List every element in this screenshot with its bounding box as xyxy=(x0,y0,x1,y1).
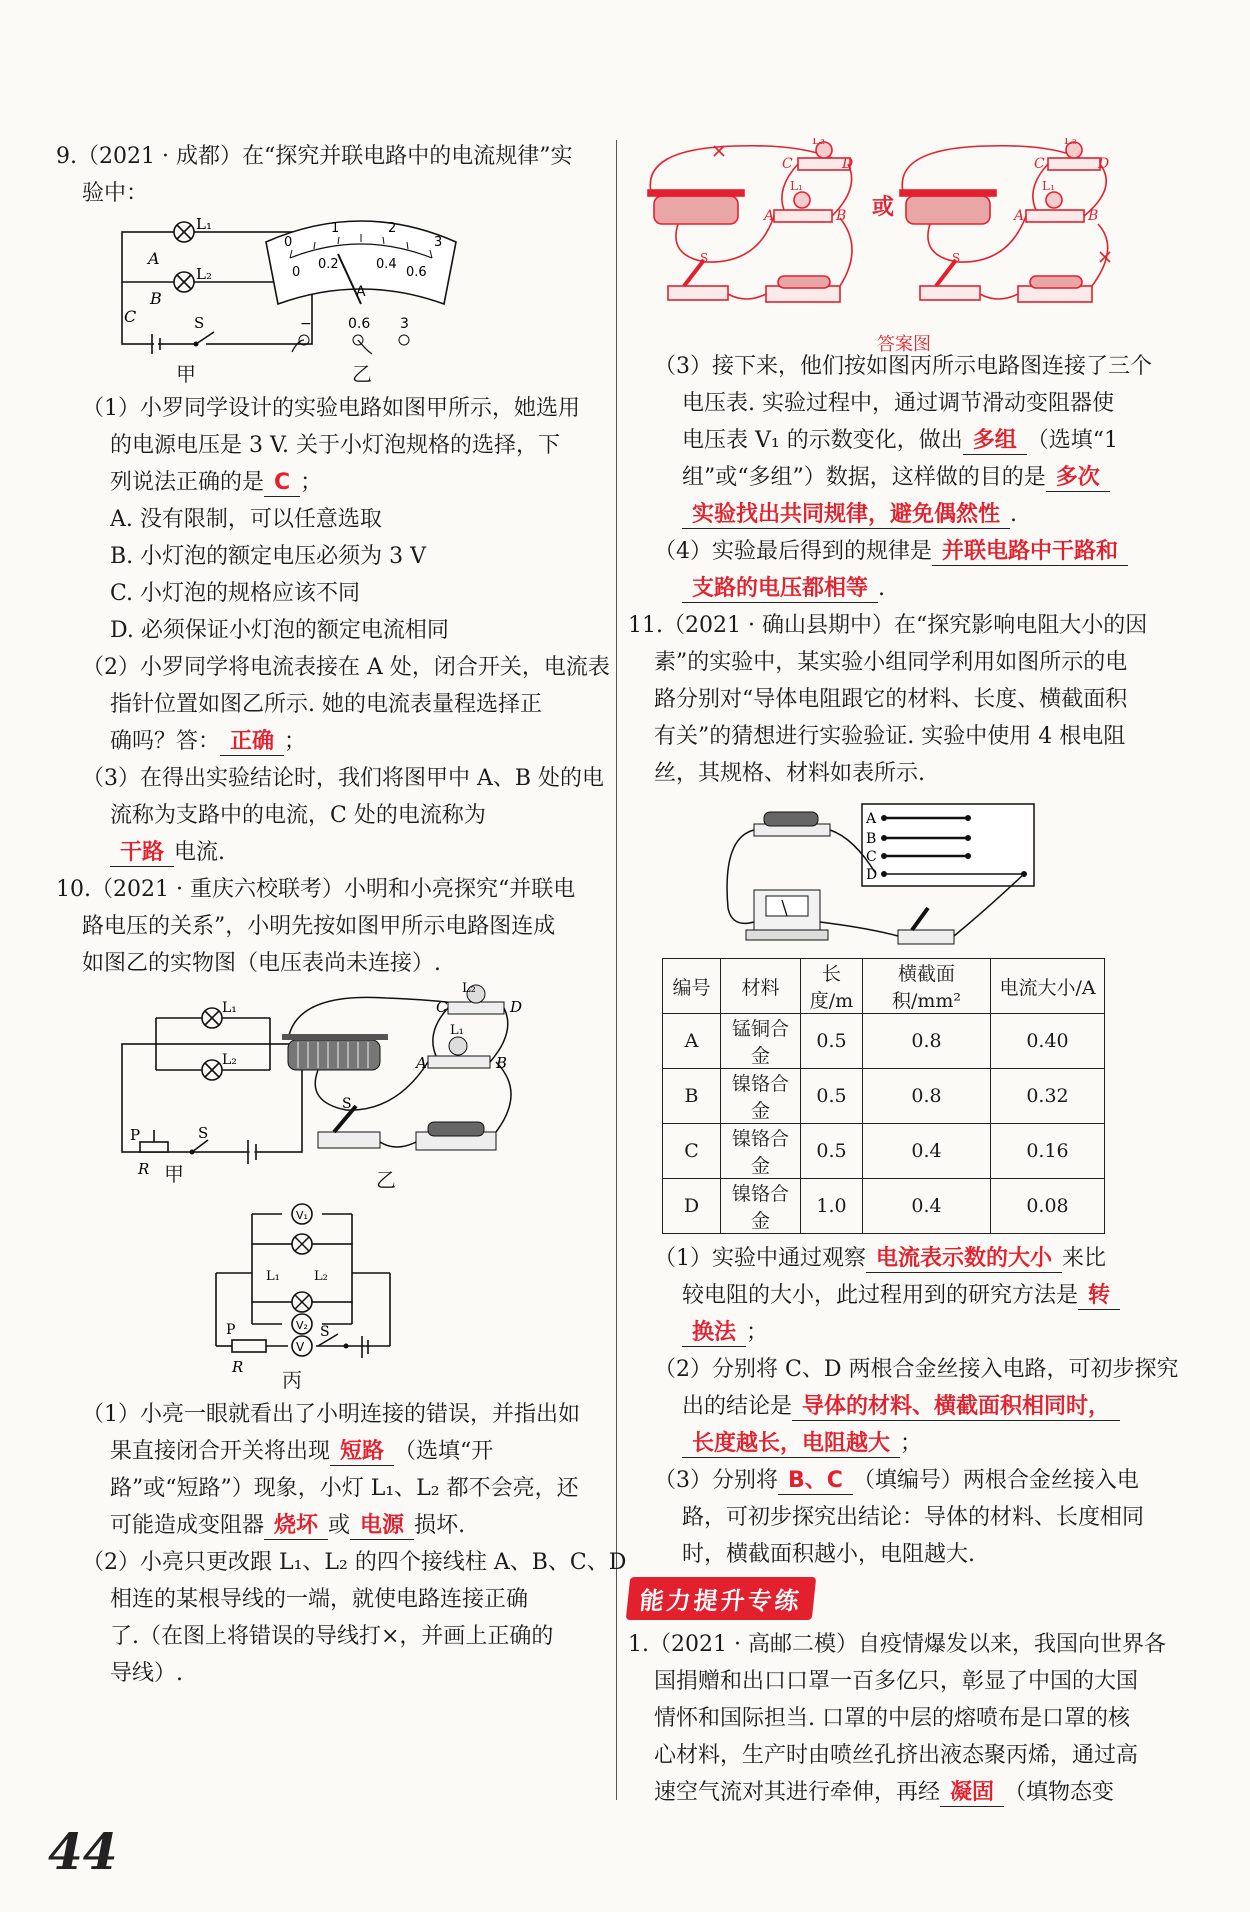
q9-fig-yi-caption: 乙 xyxy=(352,362,372,386)
q10-circuit-diagrams xyxy=(56,982,608,1182)
table-header-cell: 电流大小/A xyxy=(991,959,1105,1014)
q11-p3-line3: 时，横截面积越小，电阻越大. xyxy=(682,1542,975,1567)
q9-figures xyxy=(56,212,608,386)
q9-p3-line2: 流称为支路中的电流，C 处的电流称为 xyxy=(110,803,486,828)
table-cell: 镍铬合金 xyxy=(721,1069,801,1124)
q10-p3-answer-2a: 多次 xyxy=(1046,465,1110,492)
q9-p2-line3 xyxy=(56,723,608,760)
q10-fig-bing-caption: 丙 xyxy=(282,1368,302,1392)
q1-post: （填物态变 xyxy=(1004,1780,1115,1805)
q11-p1-text-2: 较电阻的大小，此过程用到的研究方法是 xyxy=(682,1283,1079,1308)
q11-p2-answer-b: 长度越长，电阻越大 xyxy=(682,1431,900,1458)
q10-p3-line5 xyxy=(628,496,1180,533)
q10-physical-circuit xyxy=(282,982,522,1150)
q10-p3-text-2: 组”或“多组”）数据，这样做的目的是 xyxy=(682,465,1046,490)
q10-p4-post: . xyxy=(878,576,886,601)
dial-bottom-tick-2: 0.4 xyxy=(376,257,397,272)
q9-option-b: B. 小灯泡的额定电压必须为 3 V xyxy=(110,544,427,569)
v2-meter-label: V₂ xyxy=(296,1319,308,1332)
q1-stem-line1: 1.（2021 · 高邮二模）自疫情爆发以来，我国向世界各 xyxy=(628,1632,1166,1657)
q11-p3-post: （填编号）两根合金丝接入电 xyxy=(852,1468,1139,1493)
dial-bottom-tick-0: 0 xyxy=(292,265,301,280)
q11-p2-answer-a: 导体的材料、横截面积相同时， xyxy=(792,1394,1120,1421)
q9-p3-answer: 干路 xyxy=(110,840,174,867)
v-meter-label: V xyxy=(296,1340,305,1354)
q9-option-c: C. 小灯泡的规格应该不同 xyxy=(110,581,361,606)
switch-s-label: S xyxy=(194,314,205,332)
q11-circuit-figure xyxy=(628,798,1180,958)
ans2-c-label: C xyxy=(1034,156,1045,172)
q10-p4-answer-b: 支路的电压都相等 xyxy=(682,576,878,603)
q10-fig-jia-caption: 甲 xyxy=(164,1162,184,1186)
answer-circuit-drawings xyxy=(628,138,1180,328)
table-cell: C xyxy=(663,1124,721,1179)
q9-p2-line1: （2）小罗同学将电流表接在 A 处，闭合开关，电流表 xyxy=(82,655,610,680)
q10-p1-line3: 路”或“短路”）现象，小灯 L₁、L₂ 都不会亮，还 xyxy=(110,1476,579,1501)
q10-stem-line3: 如图乙的实物图（电压表尚未连接）. xyxy=(82,951,441,976)
q10-p4-text: （4）实验最后得到的规律是 xyxy=(654,539,932,564)
q10-figure-bing xyxy=(56,1200,608,1392)
table-cell: 0.16 xyxy=(991,1124,1105,1179)
node-a-label: A xyxy=(148,249,160,268)
q10-p3-answer-2b: 实验找出共同规律，避免偶然性 xyxy=(682,502,1010,529)
table-header-row xyxy=(663,959,1105,1014)
q9-p1-line1: （1）小罗同学设计的实验电路如图甲所示，她选用 xyxy=(82,396,580,421)
q10-l2-label: L₂ xyxy=(222,1052,237,1068)
page-number: 44 xyxy=(48,1822,118,1881)
q10-p2-line1: （2）小亮只更改跟 L₁、L₂ 的四个接线柱 A、B、C、D xyxy=(82,1550,627,1575)
table-cell: B xyxy=(663,1069,721,1124)
q10-p3-line3 xyxy=(628,422,1180,459)
q9-p2-answer: 正确 xyxy=(220,729,284,756)
table-cell: 0.32 xyxy=(991,1069,1105,1124)
q10-p1-answer-2: 烧坏 xyxy=(264,1513,328,1540)
ans2-l2-label: L₂ xyxy=(1064,138,1077,147)
q11-stem-line5: 丝，其规格、材料如表所示. xyxy=(654,761,925,786)
q11-p2-text: 出的结论是 xyxy=(682,1394,793,1419)
q11-stem-line4: 有关”的猜想进行实验验证. 实验中使用 4 根电阻 xyxy=(654,724,1126,749)
ans1-d-label: D xyxy=(842,156,854,172)
q10-figures-jia-yi xyxy=(56,982,608,1192)
q10-p1-line1: （1）小亮一眼就看出了小明连接的错误，并指出如 xyxy=(82,1402,580,1427)
q10-p1-answer-3: 电源 xyxy=(350,1513,414,1540)
q9-stem-line2: 验中： xyxy=(82,181,149,206)
q11-resistance-circuit xyxy=(628,798,1180,958)
ans1-b-label: B xyxy=(836,208,847,224)
q11-p3-line2: 路，可初步探究出结论：导体的材料、长度相同 xyxy=(682,1505,1145,1530)
ans1-a-label: A xyxy=(764,208,775,224)
table-header-cell: 编号 xyxy=(663,959,721,1014)
q9-circuit-diagram-jia xyxy=(56,212,608,360)
q10-p3-answer-1: 多组 xyxy=(963,428,1027,455)
q11-stem-line2: 素”的实验中，某实验小组同学利用如图所示的电 xyxy=(654,650,1128,675)
q9-p2-text: 确吗？答： xyxy=(110,729,221,754)
q10-p2-line4: 导线）. xyxy=(110,1661,183,1686)
wire-c-label: C xyxy=(866,849,877,865)
table-cell: 0.40 xyxy=(991,1014,1105,1069)
q11-stem-line3: 路分别对“导体电阻跟它的材料、长度、横截面积 xyxy=(654,687,1128,712)
q11-spec-table xyxy=(662,958,1105,1234)
q11-p3-answer: B、C xyxy=(778,1468,853,1495)
q10-p1-text: 果直接闭合开关将出现 xyxy=(110,1439,331,1464)
table-cell: 0.5 xyxy=(801,1014,863,1069)
dial-bottom-tick-1: 0.2 xyxy=(318,257,339,272)
answer-fig-caption: 答案图 xyxy=(877,334,931,355)
terminal-minus: − xyxy=(300,316,312,332)
q10-p1-line2 xyxy=(56,1433,608,1470)
battery xyxy=(764,812,818,826)
q10-p3-line1: （3）接下来，他们按如图丙所示电路图连接了三个 xyxy=(654,354,1152,379)
wire-b-label: B xyxy=(866,831,877,847)
q11-p1-line2 xyxy=(628,1277,1180,1314)
ans2-a-label: A xyxy=(1014,208,1025,224)
q9-fig-jia-caption: 甲 xyxy=(176,362,196,386)
q10-phys-b-label: B xyxy=(496,1054,508,1072)
q10-p-label: P xyxy=(130,1126,141,1144)
node-b-label: B xyxy=(150,289,162,308)
left-column xyxy=(56,138,627,1692)
table-cell: 1.0 xyxy=(801,1179,863,1234)
q10-p3-post-2: . xyxy=(1010,502,1018,527)
q9-p1-line2: 的电源电压是 3 V. 关于小灯泡规格的选择，下 xyxy=(110,433,561,458)
l2-label: L₂ xyxy=(196,265,212,283)
q10-p1-mid: 或 xyxy=(328,1513,351,1538)
q11-p1-line3 xyxy=(628,1314,1180,1351)
q10-p3-post: （选填“1 xyxy=(1026,428,1118,453)
q10-p3-line2: 电压表. 实验过程中，通过调节滑动变阻器使 xyxy=(682,391,1114,416)
q10-stem-line2: 路电压的关系”，小明先按如图甲所示电路图连成 xyxy=(82,914,556,939)
q10-p1-post-2: 损坏. xyxy=(414,1513,466,1538)
q9-p2-post: ； xyxy=(284,729,307,754)
q1-text: 速空气流对其进行牵伸，再经 xyxy=(654,1780,941,1805)
table-header-cell: 长度/m xyxy=(801,959,863,1014)
bing-p-label: P xyxy=(226,1322,236,1338)
q10-p4-line2 xyxy=(628,570,1180,607)
node-c-label: C xyxy=(124,307,137,326)
table-cell: 镍铬合金 xyxy=(721,1179,801,1234)
q9-p3-post: 电流. xyxy=(174,840,226,865)
dial-bottom-tick-3: 0.6 xyxy=(406,265,427,280)
q9-p3-line1: （3）在得出实验结论时，我们将图甲中 A、B 处的电 xyxy=(82,766,605,791)
q11-p1-post-2: ； xyxy=(746,1320,769,1345)
q1-stem-line5 xyxy=(628,1774,1180,1811)
table-cell: D xyxy=(663,1179,721,1234)
table-row xyxy=(663,1014,1105,1069)
q9-stem-line1: 9.（2021 · 成都）在“探究并联电路中的电流规律”实 xyxy=(56,144,573,169)
q11-p1-answer-2b: 换法 xyxy=(682,1320,746,1347)
q10-phys-d-label: D xyxy=(510,998,523,1016)
q10-phys-l2-label: L₂ xyxy=(462,982,476,996)
table-cell: 0.4 xyxy=(863,1179,991,1234)
terminal-06: 0.6 xyxy=(348,316,371,332)
q10-p3-text: 电压表 V₁ 的示数变化，做出 xyxy=(682,428,963,453)
q10-fig-yi-caption: 乙 xyxy=(376,1168,396,1192)
table-cell: 0.08 xyxy=(991,1179,1105,1234)
q10-p1-answer-1: 短路 xyxy=(330,1439,394,1466)
bing-s-label: S xyxy=(320,1324,330,1340)
dial-top-tick-0: 0 xyxy=(284,235,293,250)
dial-top-tick-1: 1 xyxy=(331,221,340,236)
ans2-l1-label: L₁ xyxy=(1042,179,1055,193)
terminal-3: 3 xyxy=(400,316,409,332)
q10-answer-figure xyxy=(628,138,1180,355)
q10-phys-c-label: C xyxy=(436,998,448,1016)
q9-option-d: D. 必须保证小灯泡的额定电流相同 xyxy=(110,618,449,643)
ans2-s-label: S xyxy=(952,251,961,265)
q1-answer: 凝固 xyxy=(940,1780,1004,1807)
q11-p1-post: 来比 xyxy=(1062,1246,1107,1271)
q10-l1-label: L₁ xyxy=(222,1000,237,1016)
q10-p2-line3: 了.（在图上将错误的导线打×，并画上正确的 xyxy=(110,1624,554,1649)
q11-p3-line1 xyxy=(628,1462,1180,1499)
q10-r-label: R xyxy=(138,1160,150,1178)
table-header-cell: 材料 xyxy=(721,959,801,1014)
v1-meter-label: V₁ xyxy=(296,1209,308,1222)
dial-top-tick-3: 3 xyxy=(434,235,443,250)
ans1-l1-label: L₁ xyxy=(790,179,803,193)
bing-r-label: R xyxy=(232,1358,244,1376)
q9-p3-line3 xyxy=(56,834,608,871)
table-row xyxy=(663,1069,1105,1124)
q9-p2-line2: 指针位置如图乙所示. 她的电流表量程选择正 xyxy=(110,692,542,717)
q9-p1-line3 xyxy=(56,464,608,501)
q10-p2-line2: 相连的某根导线的一端，就使电路连接正确 xyxy=(110,1587,529,1612)
table-header-cell: 横截面积/mm² xyxy=(863,959,991,1014)
answer-fig-or: 或 xyxy=(872,195,895,220)
wire-d-label: D xyxy=(866,867,878,883)
q10-phys-a-label: A xyxy=(416,1054,427,1072)
table-cell: 锰铜合金 xyxy=(721,1014,801,1069)
q11-p2-line3 xyxy=(628,1425,1180,1462)
bing-l2-label: L₂ xyxy=(314,1269,328,1284)
q10-s-label: S xyxy=(198,1124,209,1142)
ans1-s-label: S xyxy=(700,251,709,265)
q11-p1-line1 xyxy=(628,1240,1180,1277)
table-cell: 0.5 xyxy=(801,1069,863,1124)
q10-p1-post: （选填“开 xyxy=(394,1439,494,1464)
table-cell: 0.4 xyxy=(863,1124,991,1179)
q1-stem-line4: 心材料，生产时由喷丝孔挤出液态聚丙烯，通过高 xyxy=(654,1743,1139,1768)
ammeter-dial xyxy=(266,221,456,304)
q10-phys-s-label: S xyxy=(342,1096,352,1112)
table-cell: 0.8 xyxy=(863,1014,991,1069)
ans1-c-label: C xyxy=(782,156,793,172)
q10-p4-line1 xyxy=(628,533,1180,570)
q9-p1-text: 列说法正确的是 xyxy=(110,470,265,495)
table-cell: 镍铬合金 xyxy=(721,1124,801,1179)
q1-stem-line3: 情怀和国际担当. 口罩的中层的熔喷布是口罩的核 xyxy=(654,1706,1130,1731)
q10-p1-text-2: 可能造成变阻器 xyxy=(110,1513,265,1538)
section-banner: 能力提升专练 xyxy=(626,1577,817,1620)
q11-stem-line1: 11.（2021 · 确山县期中）在“探究影响电阻大小的因 xyxy=(628,613,1148,638)
q9-p1-post: ； xyxy=(300,470,323,495)
wire-a-label: A xyxy=(866,811,877,827)
q10-p4-answer-a: 并联电路中干路和 xyxy=(932,539,1128,566)
table-row xyxy=(663,1124,1105,1179)
l1-label: L₁ xyxy=(196,215,212,233)
dial-unit: A xyxy=(356,284,366,300)
bing-l1-label: L₁ xyxy=(266,1269,280,1284)
q9-option-a: A. 没有限制，可以任意选取 xyxy=(110,507,382,532)
q10-stem-line1: 10.（2021 · 重庆六校联考）小明和小亮探究“并联电 xyxy=(56,877,576,902)
table-row xyxy=(663,1179,1105,1234)
q11-p3-text: （3）分别将 xyxy=(654,1468,778,1493)
switch xyxy=(898,930,954,944)
q10-circuit-diagram-bing xyxy=(56,1200,608,1380)
q11-p2-post: ； xyxy=(900,1431,923,1456)
ammeter-terminals xyxy=(292,316,409,354)
q9-p1-answer: C xyxy=(264,470,300,497)
q11-p1-text: （1）实验中通过观察 xyxy=(654,1246,866,1271)
table-cell: A xyxy=(663,1014,721,1069)
q10-p3-line4 xyxy=(628,459,1180,496)
right-column xyxy=(628,138,1180,1811)
ans1-l2-label: L₂ xyxy=(812,138,825,147)
q10-p1-line4 xyxy=(56,1507,608,1544)
q11-p1-answer-2a: 转 xyxy=(1078,1283,1120,1310)
ans2-d-label: D xyxy=(1098,156,1110,172)
ans2-b-label: B xyxy=(1088,208,1099,224)
dial-top-tick-2: 2 xyxy=(388,221,397,236)
q10-phys-l1-label: L₁ xyxy=(450,1023,464,1038)
q11-p1-answer-1: 电流表示数的大小 xyxy=(866,1246,1062,1273)
table-cell: 0.8 xyxy=(863,1069,991,1124)
q11-p2-line1: （2）分别将 C、D 两根合金丝接入电路，可初步探究 xyxy=(654,1357,1179,1382)
table-cell: 0.5 xyxy=(801,1124,863,1179)
q1-stem-line2: 国捐赠和出口口罩一百多亿只，彰显了中国的大国 xyxy=(654,1669,1139,1694)
q11-p2-line2 xyxy=(628,1388,1180,1425)
